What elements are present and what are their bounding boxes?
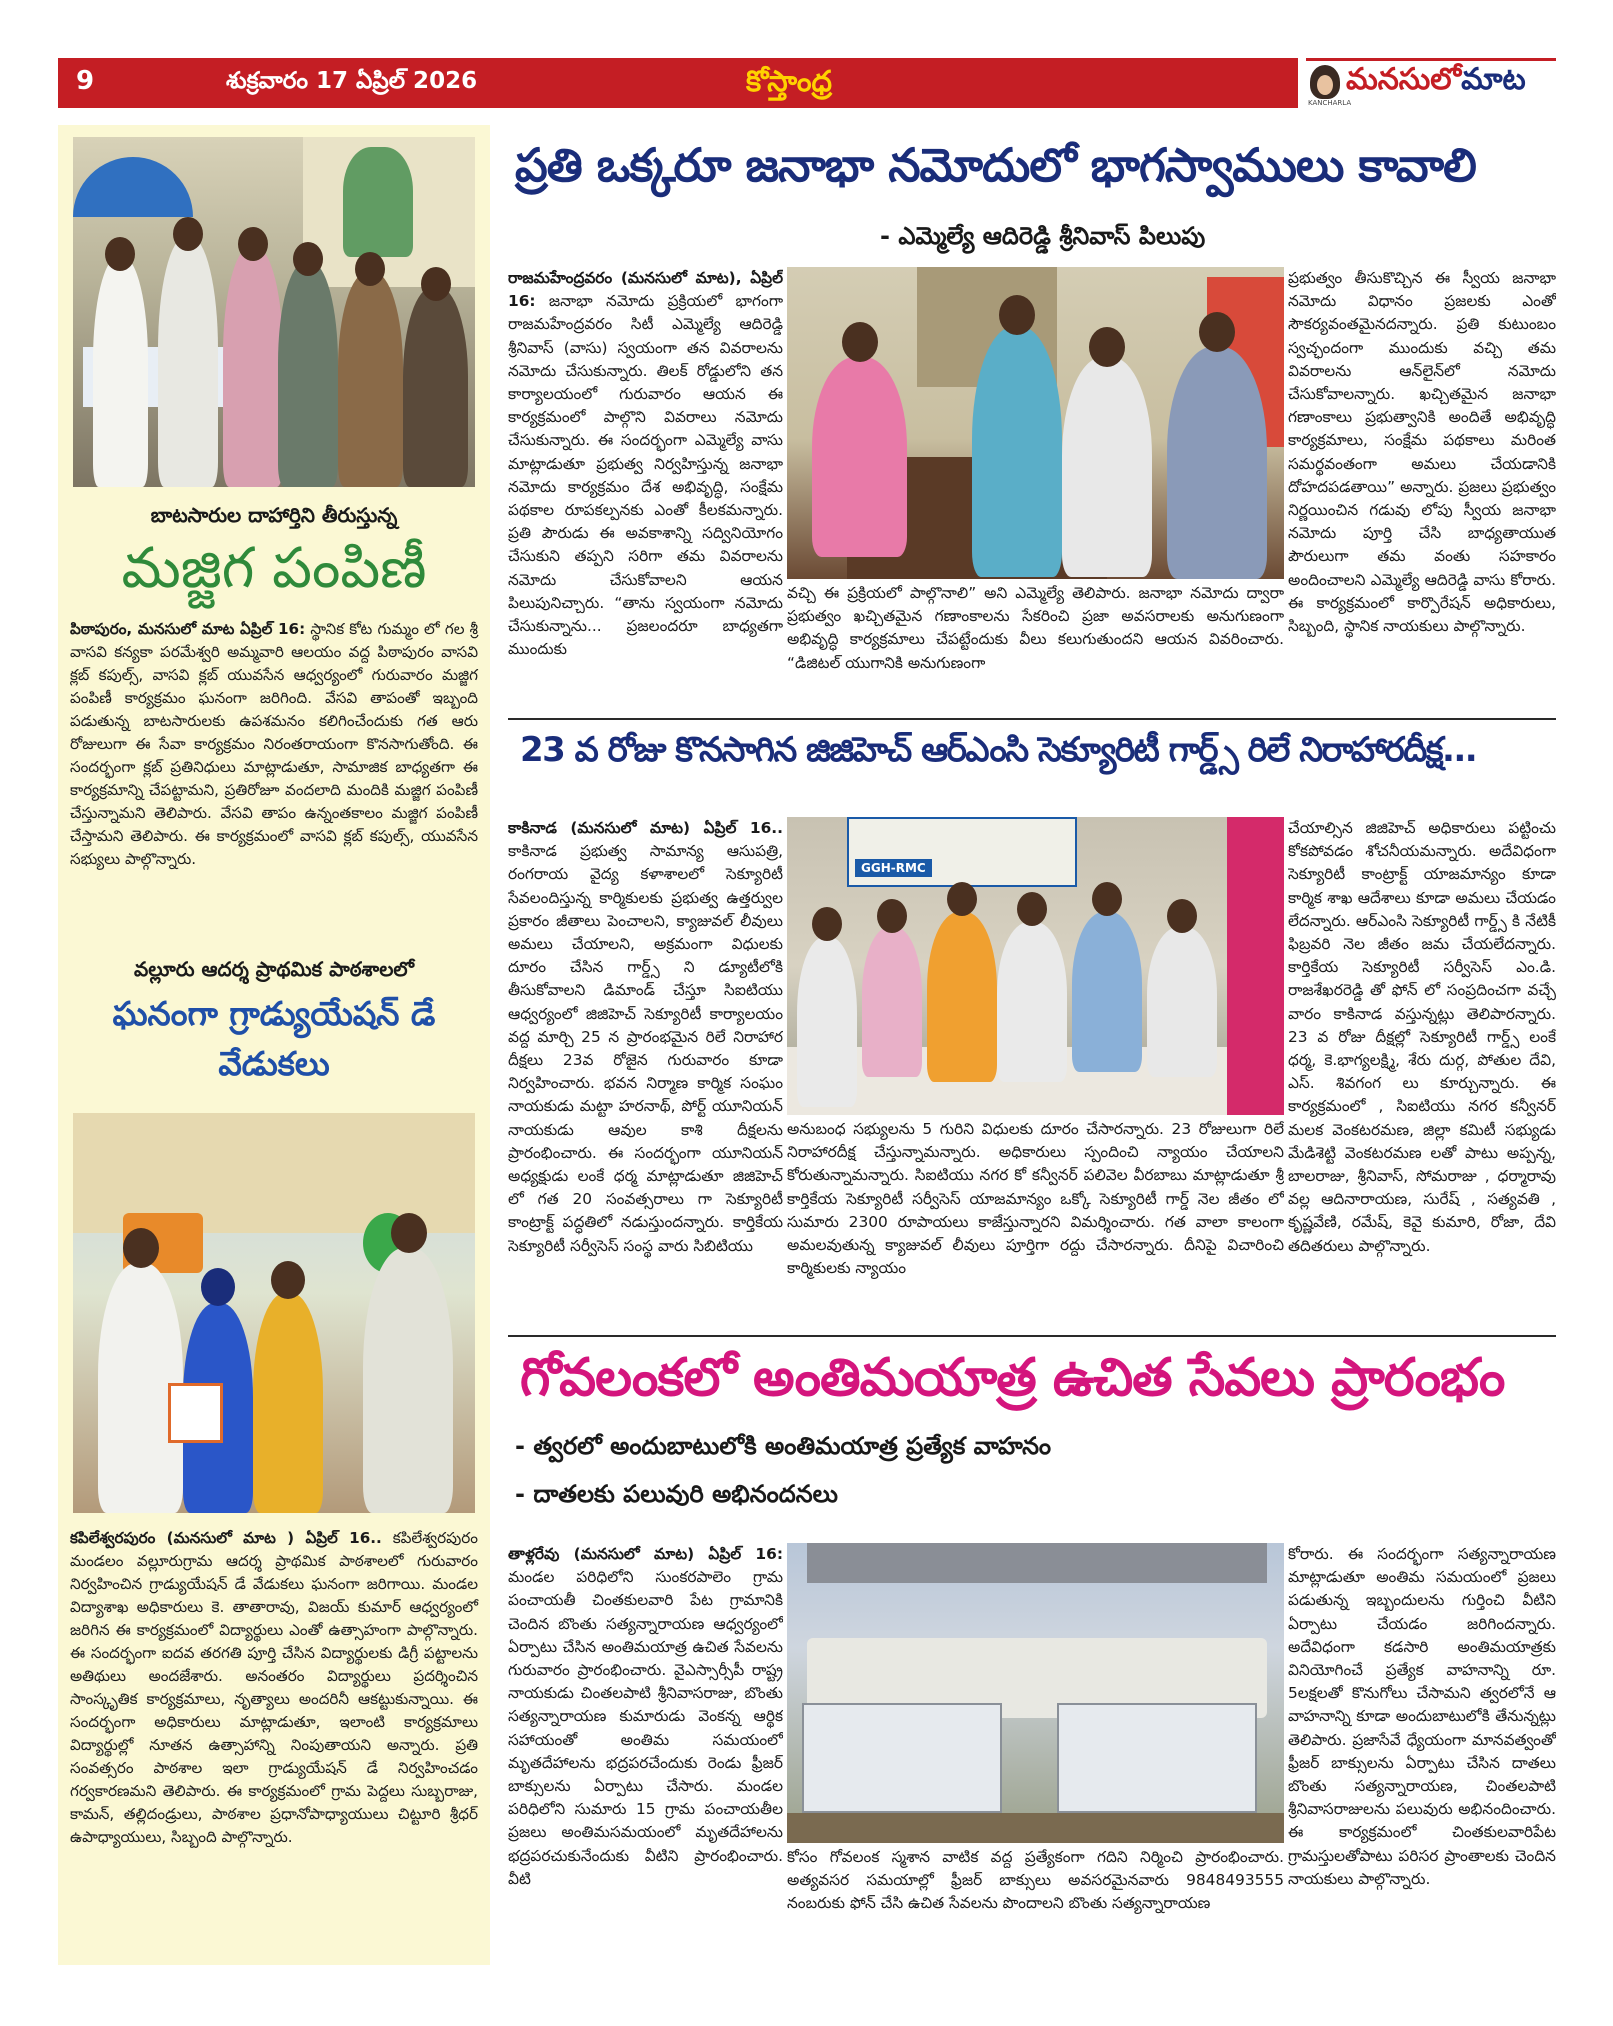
page-number: 9 <box>76 66 95 96</box>
head <box>123 1228 159 1268</box>
article2-photo <box>787 817 1284 1115</box>
article2-col1 <box>508 817 783 1323</box>
article3-col3: కోరారు. ఈ సందర్భంగా సత్యన్నారాయణ మాట్లాడుతూ అంతిమ సమయంలో ప్రజలు పడుతున్న ఇబ్బందులను గుర్తించి వీటిని ఏర్పాటు చేయడం జరిగిందన్నారు. అదేవిధంగా కడసారి అంతిమయాత్రకు వినియోగించే ప్రత్యేక వాహనాన్ని రూ. 5లక్షలతో కొనుగోలు చేసామని త్వరలోనే ఆ వాహనాన్ని కూడా అందుబాటులోకి తేనున్నట్లు తెలిపారు. ప్రజాసేవే ధ్యేయంగా మానవత్వంతో ఫ్రీజర్ బాక్సులను ఏర్పాటు చేసిన దాతలు బొంతు సత్యన్నారాయణ, చింతలపాటి శ్రీనివాసరాజులను పలువురు అభినందించారు. ఈ కార్యక్రమంలో చింతకులవారిపేట గ్రామస్తులతోపాటు పరిసర ప్రాంతాలకు చెందిన నాయకులు పాల్గొన్నారు. <box>1288 1545 1556 1888</box>
logo-caption: KANCHARLA <box>1308 99 1352 107</box>
union-flag <box>1227 817 1284 1115</box>
head <box>271 1261 305 1299</box>
story1-body <box>70 618 478 871</box>
head <box>293 242 323 276</box>
person <box>1062 357 1152 577</box>
article1-headline: ప్రతి ఒక్కరూ జనాభా నమోదులో భాగస్వాములు కావాలి <box>515 138 1476 192</box>
person <box>253 1293 323 1513</box>
article1-col3: ప్రభుత్వం తీసుకొచ్చిన ఈ స్వీయ జనాభా నమోదు విధానం ప్రజలకు ఎంతో సౌకర్యవంతమైనదన్నారు. ప్రతి కుటుంబం స్వచ్ఛందంగా ముందుకు వచ్చి తమ వివరాలను ఆన్‌లైన్‌లో నమోదు చేసుకోవాలన్నారు. ఖచ్చితమైన జనాభా గణాంకాలు ప్రభుత్వానికి అందితే అభివృద్ధి కార్యక్రమాలు, సంక్షేమ పథకాలు మరింత సమర్థవంతంగా అమలు చేయడానికి దోహదపడతాయి” అన్నారు. ప్రజలు ప్రభుత్వం నిర్ణయించిన గడువు లోపు స్వీయ జనాభా నమోదు పూర్తి చేసి బాధ్యతాయుత పౌరులుగా తమ వంతు సహకారం అందించాలని ఎమ్మెల్యే ఆదిరెడ్డి వాసు కోరారు. ఈ కార్యక్రమంలో కార్పొరేషన్ అధికారులు, సిబ్బంది, స్థానిక నాయకులు పాల్గొన్నారు. <box>1288 269 1556 636</box>
person <box>862 927 922 1077</box>
person <box>93 257 148 487</box>
story2-dateline: కపిలేశ్వరపురం (మనసులో మాట ) ఏప్రిల్ 16.. <box>70 1529 382 1547</box>
ground <box>787 1813 1284 1843</box>
sidebar <box>58 125 490 1965</box>
story1-dateline: పిఠాపురం, మనసులో మాట ఏప్రిల్ 16: <box>70 620 306 638</box>
person-saree <box>812 357 907 557</box>
certificate <box>168 1383 223 1443</box>
person <box>1147 927 1217 1077</box>
article3-photo <box>787 1543 1284 1843</box>
head <box>173 217 203 251</box>
article3-col2: కోసం గోవలంక స్మశాన వాటిక వద్ద ప్రత్యేకంగా గదిని నిర్మించి ప్రారంభించారు. అత్యవసర సమయాల్లో ఫ్రీజర్ బాక్సులు అవసరమైనవారు 9848493555 నంబరుకు ఫోన్ చేసి ఉచిత సేవలను పొందాలని బొంతు సత్యన్నారాయణ <box>787 1848 1284 1913</box>
story2-kicker: వల్లూరు ఆదర్శ ప్రాథమిక పాఠశాలలో <box>134 957 414 981</box>
head <box>105 237 135 271</box>
article3-subhead-1: - త్వరలో అందుబాటులోకి అంతిమయాత్ర ప్రత్యేక వాహనం <box>515 1432 1052 1460</box>
article2-col3: చేయాల్సిన జిజిహెచ్ అధికారులు పట్టించు కోకపోవడం శోచనీయమన్నారు. అదేవిధంగా సెక్యూరిటీ కాంట్రాక్ట్ యాజమాన్యం కూడా కార్మిక శాఖ ఆదేశాలు కూడా అమలు చేయడం లేదన్నారు. ఆర్ఎంసి సెక్యూరిటీ గార్డ్స్ కి నేటికీ ఫిబ్రవరి నెల జీతం జమ చేయలేదన్నారు. కార్తికేయ సెక్యూరిటీ సర్వీసెస్ ఎం.డి. రాజశేఖరరెడ్డి తో ఫోన్ లో సంప్రదించగా వచ్చే వారం కాకినాడ వస్తున్నట్లు తెలిపారన్నారు. 23 వ రోజు దీక్షల్లో సెక్యూరిటీ గార్డ్స్ లంకే ధర్మ, కె.భాగ్యలక్ష్మి, శేరు దుర్గ, పోతుల దేవి, ఎస్. శివగంగ లు కూర్చున్నారు. ఈ కార్యక్రమంలో , సిఐటియు నగర కన్వీనర్ మలక వెంకటరమణ, జిల్లా కమిటీ సభ్యుడు మేడిశెట్టి వెంకటరమణ లతో పాటు అప్పన్న, బాలరాజు, శ్రీనివాస్, సోమరాజు , ధర్మారావు వల్ల ఆదినారాయణ, సురేష్ , సత్యవతి , కృష్ణవేణి, రమేష్, కెవై కుమారి, రోజా, దేవి తదితరులు పాల్గొన్నారు. <box>1288 819 1556 1255</box>
story1-kicker: బాటసారుల దాహార్తిని తీరుస్తున్న <box>150 503 398 527</box>
person <box>363 1248 453 1513</box>
logo-word-b: మాట <box>1461 62 1526 97</box>
story2-text: కపిలేశ్వరపురం మండలం వల్లూరుగ్రామ ఆదర్శ ప్రాథమిక పాఠశాలలో గురువారం నిర్వహించిన గ్రాడ్యుయేషన్ డే వేడుకలు ఘనంగా జరిగాయి. మండల విద్యాశాఖ అధికారులు కె. తాతారావు, విజయ్ కుమార్ ఆధ్వర్యంలో జరిగిన ఈ కార్యక్రమంలో విద్యార్థులు ఎంతో ఉత్సాహంగా పాల్గొన్నారు. ఈ సందర్భంగా ఐదవ తరగతి పూర్తి చేసిన విద్యార్థులకు డిగ్రీ పట్టాలను అతిథులు అందజేశారు. అనంతరం విద్యార్థులు ప్రదర్శించిన సాంస్కృతిక కార్యక్రమాలు, నృత్యాలు అందరినీ ఆకట్టుకున్నాయి. ఈ సందర్భంగా అధికారులు మాట్లాడుతూ, ఇలాంటి కార్యక్రమాలు విద్యార్థుల్లో నూతన ఉత్సాహాన్ని నింపుతాయని అన్నారు. ప్రతి సంవత్సరం పాఠశాల ఇలా గ్రాడ్యుయేషన్ డే నిర్వహించడం గర్వకారణమని తెలిపారు. ఈ కార్యక్రమంలో గ్రామ పెద్దలు సుబ్బరాజు, కామన్, తల్లిదండ్రులు, పాఠశాల ప్రధానోపాధ్యాయులు చిట్టూరి శ్రీధర్ ఉపాధ్యాయులు, సిబ్బంది పాల్గొన్నారు. <box>70 1529 479 1846</box>
head <box>947 882 977 916</box>
article3-headline: గోవలంకలో అంతిమయాత్ర ఉచిత సేవలు ప్రారంభం <box>520 1348 1505 1408</box>
person <box>223 247 283 487</box>
founder-portrait-icon <box>1310 65 1340 99</box>
temple-idol <box>343 147 413 257</box>
article2-col1-text: కాకినాడ ప్రభుత్వ సామాన్య ఆసుపత్రి, రంగరాయ వైద్య కళాశాలలో సెక్యూరిటీ సేవలందిస్తున్న కార్మికులకు ప్రభుత్వ ఉత్తర్వుల ప్రకారం జీతాలు పెంచాలని, క్యాజువల్ లీవులు అమలు చేయాలని, అక్రమంగా విధులకు దూరం చేసిన గార్డ్స్ ని డ్యూటీలోకి తీసుకోవాలని డిమాండ్ చేస్తూ సిఐటియు ఆధ్వర్యంలో జిజిహెచ్ సెక్యూరిటీ కార్యాలయం వద్ద మార్చి 25 న ప్రారంభమైన రిలే నిరాహార దీక్షలు 23వ రోజైన గురువారం కూడా నిర్వహించారు. భవన నిర్మాణ కార్మిక సంఘం నాయకుడు మట్టా హరనాథ్, పోర్ట్ యూనియన్ నాయకుడు ఆవుల కాశి దీక్షలను ప్రారంభించారు. ఈ సందర్భంగా యూనియన్ అధ్యక్షుడు లంకే ధర్మ మాట్లాడుతూ జిజిహెచ్ లో గత 20 సంవత్సరాలు గా సెక్యూరిటీ కాంట్రాక్ట్ పద్ధతిలో నడుస్తుందన్నారు. కార్తికేయ సెక్యూరిటీ సర్వీసెస్ సంస్థ వారు సిబిటియు <box>508 842 783 1255</box>
article1-col1 <box>508 267 783 707</box>
buttermilk-photo <box>73 137 475 487</box>
section-name: కోస్తాంధ్ర <box>746 64 833 98</box>
article2-dateline: కాకినాడ (మనసులో మాట) ఏప్రిల్ 16.. <box>508 819 783 837</box>
article1-byline: - ఎమ్మెల్యే ఆదిరెడ్డి శ్రీనివాస్ పిలుపు <box>880 222 1206 250</box>
head <box>1089 327 1125 367</box>
masthead-bar <box>58 58 1298 108</box>
head <box>391 1213 427 1253</box>
story2-title-line2: వేడుకలు <box>218 1044 330 1083</box>
article3-dateline: తాళ్లరేవు (మనసులో మాట) ఏప్రిల్ 16: <box>508 1545 783 1563</box>
person <box>797 937 857 1107</box>
article1-dateline: రాజమహేంద్రవరం (మనసులో మాట), ఏప్రిల్ 16: <box>508 269 783 311</box>
person <box>403 287 468 487</box>
article3-subhead-2: - దాతలకు పలువురి అభినందనలు <box>515 1480 838 1508</box>
person <box>1167 347 1267 579</box>
umbrella <box>73 157 193 217</box>
article1-col1-text: జనాభా నమోదు ప్రక్రియలో భాగంగా రాజమహేంద్రవరం సిటీ ఎమ్మెల్యే ఆదిరెడ్డి శ్రీనివాస్ (వాసు) స్వయంగా తన వివరాలను నమోదు చేసుకున్నారు. తిలక్ రోడ్డులోని తన కార్యాలయంలో గురువారం ఆయన ఈ కార్యక్రమంలో పాల్గొని వివరాలు నమోదు చేసుకున్నారు. ఈ సందర్భంగా ఎమ్మెల్యే వాసు మాట్లాడుతూ ప్రభుత్వ నిర్వహిస్తున్న జనాభా నమోదు కార్యక్రమం దేశ అభివృద్ధి, సంక్షేమ పథకాల రూపకల్పనకు ఎంతో కీలకమన్నారు. ప్రతి పౌరుడు ఈ అవకాశాన్ని సద్వినియోగం చేసుకుని తప్పని సరిగా తమ వివరాలను నమోదు చేసుకోవాలని ఆయన పిలుపునిచ్చారు. “తాను స్వయంగా నమోదు చేసుకున్నాను... ప్రజలందరూ బాధ్యతగా ముందుకు <box>508 292 783 659</box>
protest-banner <box>847 817 1077 887</box>
head <box>1167 899 1197 933</box>
person <box>278 262 338 487</box>
logo-wordmark <box>1346 62 1526 104</box>
head <box>842 322 878 362</box>
article1-col2: వచ్చి ఈ ప్రక్రియలో పాల్గొనాలి” అని ఎమ్మెల్యే తెలిపారు. జనాభా నమోదు ద్వారా ప్రభుత్వం ఖచ్చితమైన గణాంకాలను సేకరించి ప్రజా అవసరాలకు అనుగుణంగా అభివృద్ధి కార్యక్రమాలు చేపట్టేందుకు వీలు కలుగుతుందని ఆయన వివరించారు. “డిజిటల్ యుగానికి అనుగుణంగా <box>787 584 1284 672</box>
head <box>877 899 907 933</box>
head <box>1092 882 1122 916</box>
article2-headline: 23 వ రోజు కొనసాగిన జిజిహెచ్ ఆర్ఎంసి సెక్యూరిటీ గార్డ్స్ రిలే నిరాహారదీక్ష... <box>520 730 1477 770</box>
person <box>1072 912 1142 1072</box>
head <box>1017 892 1047 926</box>
graduation-cap <box>201 1268 235 1306</box>
head <box>1199 312 1235 352</box>
story1-title: మజ్జిగ పంపిణీ <box>121 536 427 601</box>
graduation-photo <box>73 1113 475 1513</box>
head <box>238 227 268 261</box>
person <box>997 922 1067 1082</box>
person <box>972 327 1062 577</box>
head <box>812 907 842 941</box>
freezer-box <box>1057 1703 1257 1813</box>
article1-photo <box>787 267 1284 579</box>
head <box>355 252 385 286</box>
freezer-box <box>802 1703 1002 1813</box>
article3-col1 <box>508 1543 783 1963</box>
story1-text: స్థానిక కోట గుమ్మం లో గల శ్రీ వాసవి కన్యకా పరమేశ్వరి అమ్మవారి ఆలయం వద్ద పిఠాపురం వాసవి క్లబ్ కపుల్స్, వాసవి క్లబ్ యువసేన ఆధ్వర్యంలో గురువారం మజ్జిగ పంపిణీ కార్యక్రమం ఘనంగా జరిగింది. వేసవి తాపంతో ఇబ్బంది పడుతున్న బాటసారులకు ఉపశమనం కలిగించేందుకు గత ఆరు రోజులుగా ఈ సేవా కార్యక్రమం నిరంతరాయంగా కొనసాగుతోంది. ఈ సందర్భంగా క్లబ్ ప్రతినిధులు మాట్లాడుతూ, సామాజిక బాధ్యతగా ఈ కార్యక్రమాన్ని చేపట్టామని, ప్రతిరోజూ వందలాది మందికి మజ్జిగ పంపిణీ చేస్తున్నామని తెలిపారు. వేసవి తాపం ఉన్నంతకాలం మజ్జిగ పంపిణీ చేస్తామని తెలిపారు. ఈ కార్యక్రమంలో వాసవి క్లబ్ కపుల్స్, యువసేన సభ్యులు పాల్గొన్నారు. <box>70 620 478 868</box>
head <box>421 267 451 301</box>
divider <box>508 1335 1556 1337</box>
issue-date: శుక్రవారం 17 ఏప్రిల్ 2026 <box>226 68 478 94</box>
newspaper-logo <box>1306 58 1556 108</box>
article3-col1-text: మండల పరిధిలోని సుంకరపాలెం గ్రామ పంచాయతీ చింతకులవారి పేట గ్రామానికి చెందిన బొంతు సత్యన్నారాయణ ఆధ్వర్యంలో ఏర్పాటు చేసిన అంతిమయాత్ర ఉచిత సేవలను గురువారం ప్రారంభించారు. వైఎస్సార్సీపీ రాష్ట్ర నాయకుడు చింతలపాటి శ్రీనివాసరాజు, బొంతు సత్యన్నారాయణ కుమారుడు వెంకన్న ఆర్థిక సహాయంతో అంతిమ సమయంలో మృతదేహాలను భద్రపరచేందుకు రెండు ఫ్రీజర్ బాక్సులను ఏర్పాటు చేసారు. మండల పరిధిలోని సుమారు 15 గ్రామ పంచాయతీల ప్రజలు అంతిమసమయంలో మృతదేహాలను భద్రపరచుకునేందుకు వీటిని ప్రారంభించారు. వీటి <box>508 1568 783 1888</box>
person <box>158 237 218 487</box>
banner-text: GGH-RMC <box>855 859 932 877</box>
masthead <box>58 58 1556 108</box>
person-garland <box>927 912 997 1082</box>
shed-roof <box>807 1543 1267 1583</box>
person <box>338 272 403 487</box>
story2-body <box>70 1527 478 1849</box>
divider <box>508 718 1556 720</box>
head <box>999 295 1035 335</box>
logo-word-a: మనసులో <box>1346 62 1462 97</box>
article2-col2: అనుబంధ సభ్యులను 5 గురిని విధులకు దూరం చేసారన్నారు. 23 రోజులుగా రిలే నిరాహారదీక్ష చేస్తున్నామన్నారు. అధికారులు స్పందించి న్యాయం చేయాలని కోరుతున్నామన్నారు. సిఐటియు నగర కో కన్వీనర్ పలివెల వీరబాబు మాట్లాడుతూ శ్రీ కార్తికేయ సెక్యూరిటీ సర్వీసెస్ యాజమాన్యం ఒక్కో సెక్యూరిటీ గార్డ్ నెల జీతం లో సుమారు 2300 రూపాయలు కాజేస్తున్నారని విమర్శించారు. గత వాలా కాలంగా అమలవుతున్న క్యాజువల్ లీవులు పూర్తిగా రద్దు చేసారన్నారు. దీనిపై విచారించి కార్మికులకు న్యాయం <box>787 1120 1284 1278</box>
story2-title-line1: ఘనంగా గ్రాడ్యుయేషన్ డే <box>112 994 436 1033</box>
